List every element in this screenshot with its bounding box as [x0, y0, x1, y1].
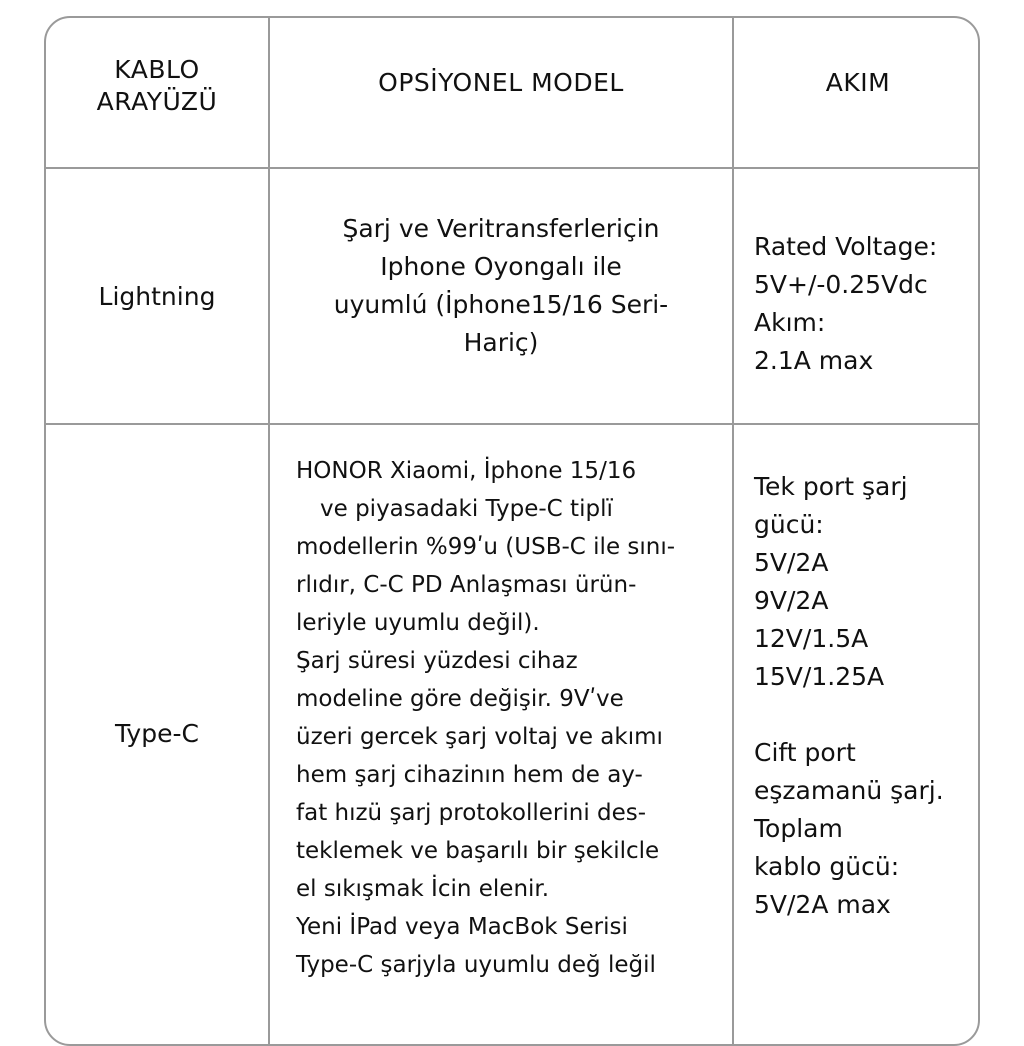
row-lightning-current — [754, 228, 980, 388]
current-line: 9V/2A — [754, 586, 829, 615]
column-divider — [732, 18, 734, 1044]
header-current: AKIM — [825, 68, 891, 97]
model-line: hem şarj cihazinın hem de ay- — [296, 762, 643, 788]
model-line: ve piyasadaki Type-C tiplı̈ — [320, 496, 613, 522]
model-line: modellerin %99ʹu (USB-C ile sını- — [296, 534, 676, 560]
current-line: 5V/2A — [754, 548, 829, 577]
row-lightning-interface: Lightning — [98, 281, 216, 311]
row-typec-model — [296, 452, 732, 1012]
current-line: Akım: — [754, 308, 826, 337]
current-line: gücü: — [754, 510, 824, 539]
current-line: kablo gücü: — [754, 852, 900, 881]
spec-table — [44, 16, 980, 1046]
row-divider — [46, 423, 978, 425]
current-line: 5V+/-0.25Vdc — [754, 270, 928, 299]
model-line: Iphone Oyongalı ile — [380, 252, 622, 281]
current-line: 12V/1.5A — [754, 624, 869, 653]
header-cable-interface — [46, 46, 268, 126]
model-line: HONOR Xiaomi, İphone 15/16 — [296, 458, 637, 484]
header-optional-model: OPSİYONEL MODEL — [378, 68, 624, 97]
row-typec-interface: Type-C — [115, 718, 199, 748]
model-line: Type-C şarjyla uyumlu değ leğil — [296, 952, 656, 978]
model-line: Şarj ve Veritransferleriçin — [342, 214, 660, 243]
current-line: Cift port — [754, 738, 856, 767]
current-line: 15V/1.25A — [754, 662, 885, 691]
column-divider — [268, 18, 270, 1044]
current-line: Toplam — [754, 814, 843, 843]
header-cable-interface-line1: KABLO — [114, 55, 200, 84]
row-typec-current — [754, 468, 980, 948]
model-line: rlıdır, C-C PD Anlaşması ürün- — [296, 572, 637, 598]
model-line: Şarj süresi yüzdesi cihaz — [296, 648, 578, 674]
model-line: fat hızü şarj protokollerini des- — [296, 800, 647, 826]
current-line: Rated Voltage: — [754, 232, 938, 261]
model-line: modeline göre değişir. 9Vʹve — [296, 686, 624, 712]
header-cable-interface-line2: ARAYÜZÜ — [96, 87, 218, 116]
current-line-spacer — [754, 696, 944, 734]
model-line: üzeri gercek şarj voltaj ve akımı — [296, 724, 663, 750]
model-line: Hariç) — [463, 328, 539, 357]
row-lightning-model — [270, 210, 732, 370]
current-line: 5V/2A max — [754, 890, 891, 919]
model-line: leriyle uyumlu değil). — [296, 610, 540, 636]
model-line: teklemek ve başarılı bir şekilcle — [296, 838, 660, 864]
current-line: 2.1A max — [754, 346, 874, 375]
current-line: Tek port şarj — [754, 472, 908, 501]
model-line: uyumlú (İphone15/16 Seri- — [333, 290, 669, 319]
current-line: eşzamanü şarj. — [754, 776, 944, 805]
model-line: el sıkışmak İcin elenir. — [296, 876, 550, 902]
model-line: Yeni İPad veya MacBok Serisi — [296, 914, 628, 940]
